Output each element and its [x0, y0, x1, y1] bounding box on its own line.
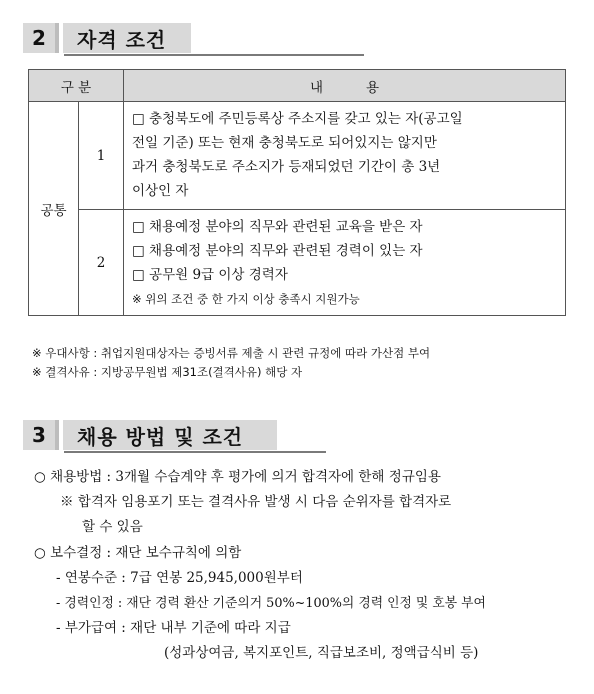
note-disqualification: ※ 결격사유 : 지방공무원법 제31조(결격사유) 해당 자: [32, 365, 303, 379]
section-2-header: [23, 23, 191, 53]
content-line: 과거 충청북도로 주소지가 등재되었던 기간이 총 3년: [132, 159, 441, 175]
list-item: - 경력인정 : 재단 경력 환산 기준의거 50%~100%의 경력 인정 및 호봉 부여: [56, 596, 486, 612]
list-item: - 부가급여 : 재단 내부 기준에 따라 지급: [56, 620, 291, 637]
content-line: □ 채용예정 분야의 직무와 관련된 교육을 받은 자: [132, 219, 423, 235]
row-content: [124, 210, 566, 316]
header-content: 내 용: [124, 70, 566, 102]
list-item: (성과상여금, 복지포인트, 직급보조비, 정액급식비 등): [164, 645, 479, 662]
content-line: 이상인 자: [132, 183, 189, 199]
section-underline: [64, 54, 364, 56]
table-header-row: [29, 70, 566, 102]
content-line: □ 채용예정 분야의 직무와 관련된 경력이 있는 자: [132, 243, 423, 259]
section-number: 2: [23, 23, 55, 53]
content-line: □ 공무원 9급 이상 경력자: [132, 267, 288, 283]
qualification-table: [28, 69, 566, 316]
header-category: 구 분: [29, 70, 124, 102]
section-title: 자격 조건: [63, 23, 191, 53]
content-note: ※ 위의 조건 중 한 가지 이상 충족시 지원가능: [132, 292, 360, 306]
content-line: 전일 기준) 또는 현재 충청북도로 되어있지는 않지만: [132, 135, 437, 151]
row-number: 1: [79, 102, 124, 210]
section-title: 채용 방법 및 조건: [63, 420, 277, 450]
list-item: ※ 합격자 임용포기 또는 결격사유 발생 시 다음 순위자를 합격자로: [60, 494, 452, 511]
list-item: 할 수 있음: [82, 519, 143, 536]
content-line: □ 충청북도에 주민등록상 주소지를 갖고 있는 자(공고일: [132, 111, 463, 127]
group-label: 공통: [29, 102, 79, 316]
section-divider: [55, 23, 63, 53]
section-3-header: [23, 420, 277, 450]
table-row: [29, 102, 566, 210]
row-content: [124, 102, 566, 210]
section-number: 3: [23, 420, 55, 450]
list-item: ○ 채용방법 : 3개월 수습계약 후 평가에 의거 합격자에 한해 정규임용: [34, 469, 441, 485]
section-underline: [64, 451, 326, 453]
list-item: ○ 보수결정 : 재단 보수규칙에 의함: [34, 544, 242, 561]
table-row: [29, 210, 566, 316]
note-preference: ※ 우대사항 : 취업지원대상자는 증빙서류 제출 시 관련 규정에 따라 가산점 부여: [32, 346, 431, 360]
list-item: - 연봉수준 : 7급 연봉 25,945,000원부터: [56, 569, 303, 586]
row-number: 2: [79, 210, 124, 316]
section-3-body: [34, 465, 579, 667]
notes: [32, 345, 430, 383]
section-divider: [55, 420, 63, 450]
